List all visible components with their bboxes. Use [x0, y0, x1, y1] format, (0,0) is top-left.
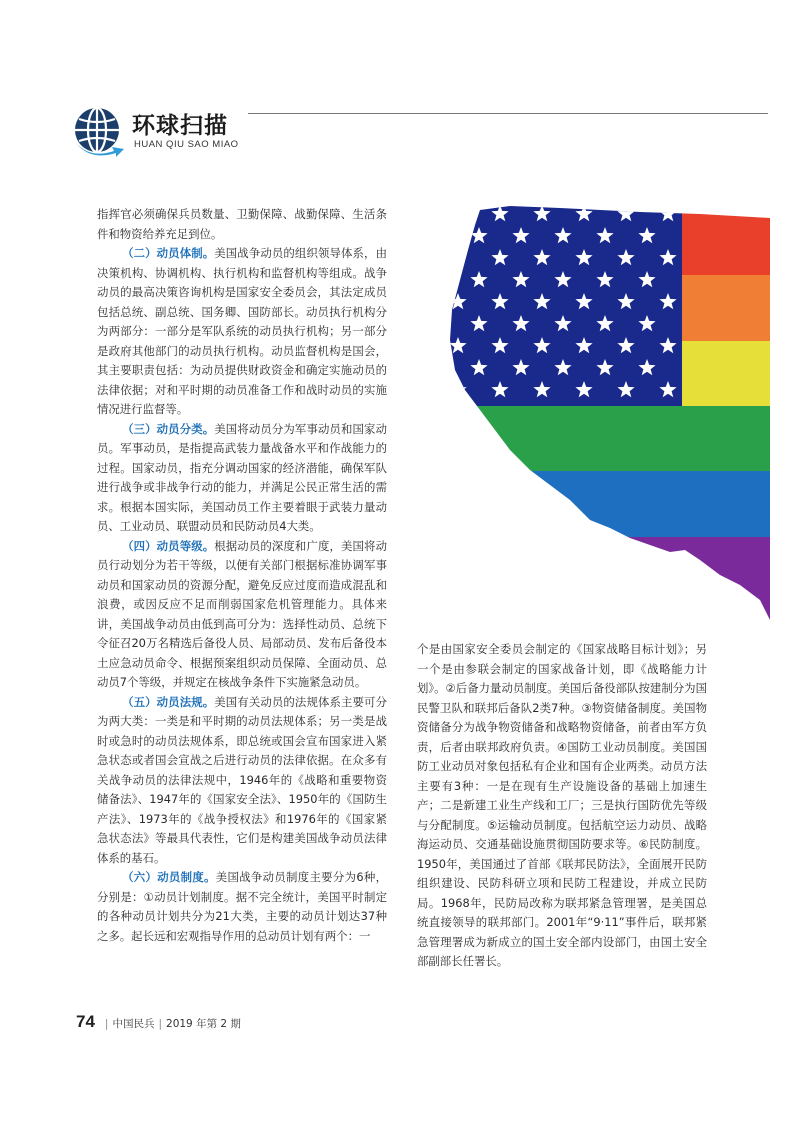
paragraph-3: （三）动员分类。美国将动员分为军事动员和国家动员。军事动员，是指提高武装力量战备水平和作战能力的过程。国家动员，指充分调动国家的经济潜能，确保军队进行战争或非战争行动的能力，并满足公民正常生活的需求。根据本国实际，美国动员工作主要着眼于武装力量动员、工业动员、联盟动员和民防动员4大类。 — [97, 421, 387, 533]
left-column — [97, 205, 387, 946]
flag-star — [449, 205, 466, 221]
stripe-yellow — [682, 341, 770, 406]
page-number: 74 — [76, 1012, 95, 1031]
section-title: 环球扫描 — [132, 113, 228, 139]
stripe-green — [440, 406, 770, 471]
stripe-orange — [682, 275, 770, 341]
paragraph-4: （四）动员等级。根据动员的深度和广度，美国将动员行动划分为若干等级，以便有关部门根据标准协调军事动员和国家动员的资源分配，避免反应过度而造成混乱和浪费，或因反应不足而削弱国家危机管理能力。具体来讲，美国战争动员由低到高可分为：选择性动员、总统下令征召20万名精选后备役人员、局部动员、发布后备役本土应急动员命令、根据预案组织动员保障、全面动员、总动员7个等级，并规定在核战争条件下实施紧急动员。 — [97, 538, 387, 689]
page-footer: 74 | 中国民兵 | 2019 年第 2 期 — [76, 1012, 241, 1031]
section-subtitle: HUAN QIU SAO MIAO — [134, 139, 239, 150]
header-rule — [248, 113, 768, 114]
stripe-red — [682, 200, 770, 275]
paragraph-6: （六）动员制度。美国战争动员制度主要分为6种，分别是：①动员计划制度。据不完全统计，美国平时制定的各种动员计划共分为21大类，主要的动员计划达37种之多。起长远和宏观指导作用的总动员计划有两个：一 — [97, 870, 387, 943]
section-header — [68, 95, 768, 165]
paragraph-2: （二）动员体制。美国战争动员的组织领导体系，由决策机构、协调机构、执行机构和监督机构等组成。战争动员的最高决策咨询机构是国家安全委员会，其法定成员包括总统、副总统、国务卿、国防部长。动员执行机构分为两部分：一部分是军队系统的动员执行机构；另一部分是政府其他部门的动员执行机构。动员监督机构是国会，其主要职责包括：为动员提供财政资金和确定实施动员的法律依据；对和平时期的动员准备工作和战时动员的实施情况进行监督等。 — [97, 246, 387, 416]
paragraph-5: （五）动员法规。美国有关动员的法规体系主要可分为两大类：一类是和平时期的动员法规体系；另一类是战时或急时的动员法规体系，即总统或国会宣布国家进入紧急状态或者国会宣战之后进行动员的法律依据。在众多有关战争动员的法律法规中，1946年的《战略和重要物资储备法》、1947年的《国家安全法》、1950年的《国防生产法》、1973年的《战争授权法》和1976年的《国家紧急状态法》等最具代表性，它们是构建美国战争动员法律体系的基石。 — [97, 694, 387, 865]
paragraph-1: 指挥官必须确保兵员数量、卫勤保障、战勤保障、生活条件和物资给养充足到位。 — [97, 207, 387, 241]
us-map-rainbow-flag-illustration — [440, 200, 770, 620]
flag-star — [449, 249, 466, 265]
globe-logo-icon — [70, 103, 126, 159]
paragraph-continued: 个是由国家安全委员会制定的《国家战略目标计划》；另一个是由参联会制定的国家战备计划，即《战略能力计划》。②后备力量动员制度。美国后备役部队按建制分为国民警卫队和联邦后备队2类7种。③物资储备制度。美国物资储备分为战争物资储备和战略物资储备，前者由军方负责，后者由联邦政府负责。④国防工业动员制度。美国国防工业动员对象包括私有企业和国有企业两类。动员方法主要有3种：一是在现有生产设施设备的基础上加速生产；二是新建工业生产线和工厂；三是执行国防优先等级与分配制度。⑤运输动员制度。包括航空运力动员、战略海运动员、交通基础设施贯彻国防要求等。⑥民防制度。1950年，美国通过了首部《联邦民防法》，全面展开民防组织建设、民防科研立项和民防工程建设，并成立民防局。1968年，民防局改称为联邦紧急管理署，是美国总统直接领导的联邦部门。2001年“9·11”事件后，联邦紧急管理署成为新成立的国土安全部内设部门，由国土安全部副部长任署长。 — [417, 642, 707, 968]
issue-info: 2019 年第 2 期 — [166, 1018, 241, 1030]
right-column — [417, 640, 707, 972]
stripe-purple — [440, 537, 770, 620]
stripe-blue — [440, 471, 770, 537]
magazine-name: 中国民兵 — [112, 1018, 155, 1030]
